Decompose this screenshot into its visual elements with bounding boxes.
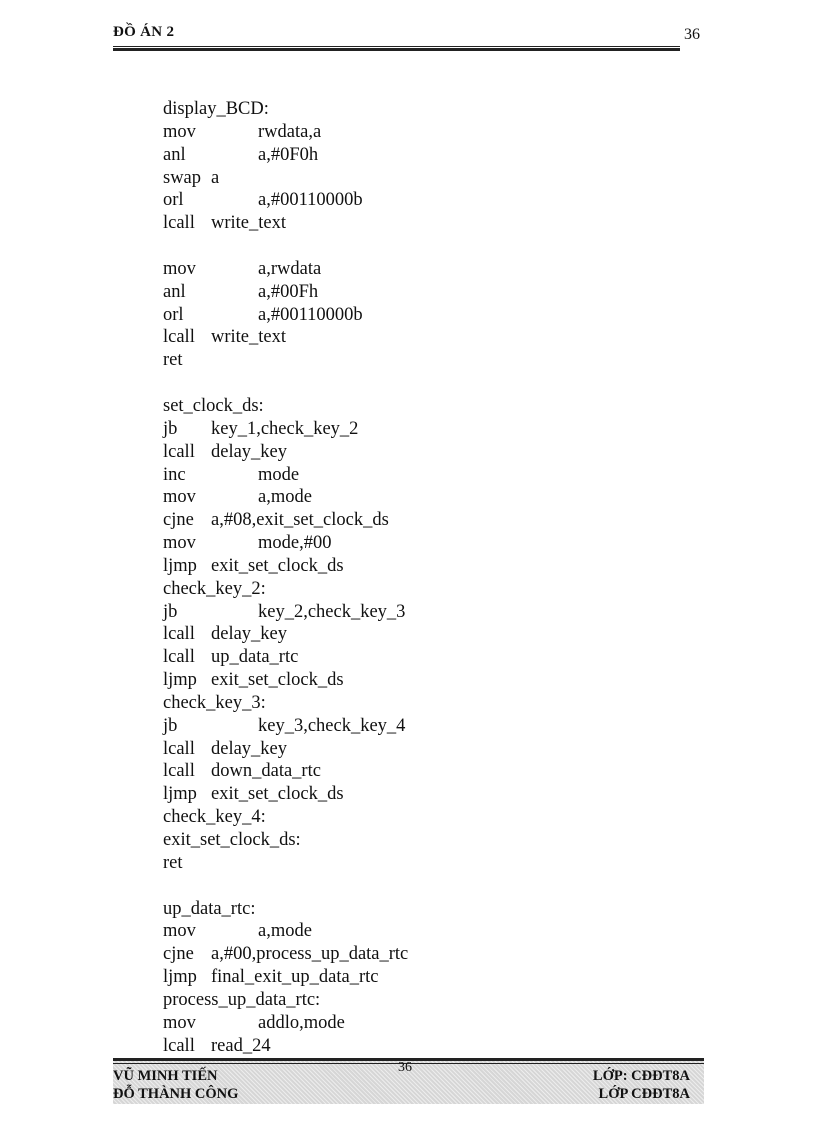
code-label: process_up_data_rtc: [163, 989, 321, 1010]
code-instruction-line [163, 326, 643, 349]
code-opcode: mov [163, 258, 196, 279]
code-instruction-line [163, 783, 643, 806]
code-operand: read_24 [211, 1035, 271, 1056]
header-rule [113, 46, 680, 47]
code-opcode: ljmp [163, 670, 197, 691]
code-instruction-line [163, 189, 643, 212]
code-label: exit_set_clock_ds: [163, 830, 301, 850]
code-instruction-line [163, 715, 643, 738]
blank-line [163, 875, 643, 898]
page-header [113, 24, 703, 48]
code-instruction-line [163, 738, 643, 761]
code-opcode: jb [163, 418, 178, 439]
code-instruction-line [163, 441, 643, 464]
code-opcode: lcall [163, 761, 195, 782]
code-instruction-line [163, 943, 643, 966]
code-operand: up_data_rtc [211, 647, 299, 668]
code-opcode: cjne [163, 510, 194, 531]
code-operand: final_exit_up_data_rtc [211, 967, 379, 988]
code-instruction-line [163, 167, 643, 190]
blank-line [163, 372, 643, 395]
code-operand: a,rwdata [258, 258, 322, 279]
code-opcode: mov [163, 921, 196, 942]
code-opcode: lcall [163, 647, 195, 668]
header-page-number: 36 [684, 26, 700, 43]
code-opcode: lcall [163, 624, 195, 645]
code-operand: key_2,check_key_3 [258, 601, 406, 622]
code-instruction-line [163, 555, 643, 578]
code-operand: delay_key [211, 624, 288, 645]
code-operand: mode,#00 [258, 533, 332, 554]
code-opcode: orl [163, 190, 184, 211]
code-operand: write_text [211, 327, 287, 348]
code-instruction-line [163, 646, 643, 669]
code-operand: a,#00Fh [258, 281, 319, 302]
code-instruction-line [163, 623, 643, 646]
code-operand: a [211, 167, 220, 188]
code-opcode: anl [163, 144, 186, 165]
code-label: display_BCD: [163, 99, 269, 119]
code-instruction-line [163, 852, 643, 875]
footer-class-1: LỚP: CĐĐT8A [592, 1068, 690, 1084]
code-instruction-line [163, 212, 643, 235]
code-opcode: orl [163, 304, 184, 325]
code-operand: exit_set_clock_ds [211, 555, 344, 576]
footer-page-number: 36 [398, 1060, 412, 1075]
code-label-line [163, 806, 643, 829]
code-operand: key_3,check_key_4 [258, 715, 406, 736]
code-operand: mode [258, 464, 300, 485]
code-opcode: swap [163, 167, 202, 188]
code-instruction-line [163, 258, 643, 281]
code-operand: a,#08,exit_set_clock_ds [211, 510, 389, 531]
code-operand: key_1,check_key_2 [211, 418, 359, 439]
code-opcode: lcall [163, 738, 195, 759]
code-operand: delay_key [211, 441, 288, 462]
code-label-line [163, 829, 643, 852]
code-operand: addlo,mode [258, 1012, 345, 1033]
code-instruction-line [163, 464, 643, 487]
code-opcode: ljmp [163, 555, 197, 576]
code-opcode: lcall [163, 213, 195, 234]
code-instruction-line [163, 966, 643, 989]
code-label: check_key_4: [163, 807, 266, 828]
footer-author-2: ĐỖ THÀNH CÔNG [113, 1086, 239, 1102]
code-opcode: anl [163, 281, 186, 302]
code-instruction-line [163, 509, 643, 532]
code-instruction-line [163, 920, 643, 943]
code-instruction-line [163, 601, 643, 624]
code-label-line [163, 692, 643, 715]
code-opcode: inc [163, 464, 186, 485]
code-operand: rwdata,a [258, 121, 322, 142]
header-title: ĐỒ ÁN 2 [113, 24, 175, 40]
header-rule-thick [113, 48, 680, 51]
code-instruction-line [163, 486, 643, 509]
code-instruction-line [163, 349, 643, 372]
code-opcode: lcall [163, 327, 195, 348]
code-instruction-line [163, 281, 643, 304]
code-opcode: ljmp [163, 784, 197, 805]
code-operand: exit_set_clock_ds [211, 670, 344, 691]
code-instruction-line [163, 121, 643, 144]
code-listing [163, 98, 643, 1057]
code-operand: a,#00110000b [258, 190, 363, 211]
code-opcode: mov [163, 1012, 196, 1033]
code-operand: a,#0F0h [258, 144, 319, 165]
code-opcode: ret [163, 852, 183, 873]
code-instruction-line [163, 1012, 643, 1035]
code-instruction-line [163, 1035, 643, 1058]
footer-class-2: LỚP CĐĐT8A [598, 1086, 690, 1102]
code-label: check_key_3: [163, 692, 266, 713]
code-instruction-line [163, 418, 643, 441]
code-opcode: lcall [163, 441, 195, 462]
code-opcode: mov [163, 487, 196, 508]
code-instruction-line [163, 304, 643, 327]
code-opcode: cjne [163, 944, 194, 965]
code-operand: a,#00110000b [258, 304, 363, 325]
code-operand: down_data_rtc [211, 761, 321, 782]
code-operand: write_text [211, 213, 287, 234]
code-label: set_clock_ds: [163, 395, 264, 416]
code-label-line [163, 989, 643, 1012]
footer-author-1: VŨ MINH TIẾN [113, 1068, 218, 1084]
code-opcode: jb [163, 601, 178, 622]
code-instruction-line [163, 532, 643, 555]
code-label: check_key_2: [163, 578, 266, 599]
code-operand: a,mode [258, 487, 312, 508]
code-label-line [163, 98, 643, 121]
code-instruction-line [163, 669, 643, 692]
code-operand: exit_set_clock_ds [211, 784, 344, 805]
code-operand: delay_key [211, 738, 288, 759]
code-instruction-line [163, 760, 643, 783]
code-operand: a,#00,process_up_data_rtc [211, 944, 409, 965]
code-label-line [163, 395, 643, 418]
code-opcode: mov [163, 533, 196, 554]
code-label-line [163, 578, 643, 601]
code-instruction-line [163, 144, 643, 167]
code-opcode: jb [163, 715, 178, 736]
code-opcode: lcall [163, 1035, 195, 1056]
blank-line [163, 235, 643, 258]
code-opcode: ret [163, 350, 183, 371]
code-operand: a,mode [258, 921, 312, 942]
code-label-line [163, 898, 643, 921]
code-opcode: mov [163, 121, 196, 142]
code-label: up_data_rtc: [163, 898, 256, 919]
code-opcode: ljmp [163, 967, 197, 988]
